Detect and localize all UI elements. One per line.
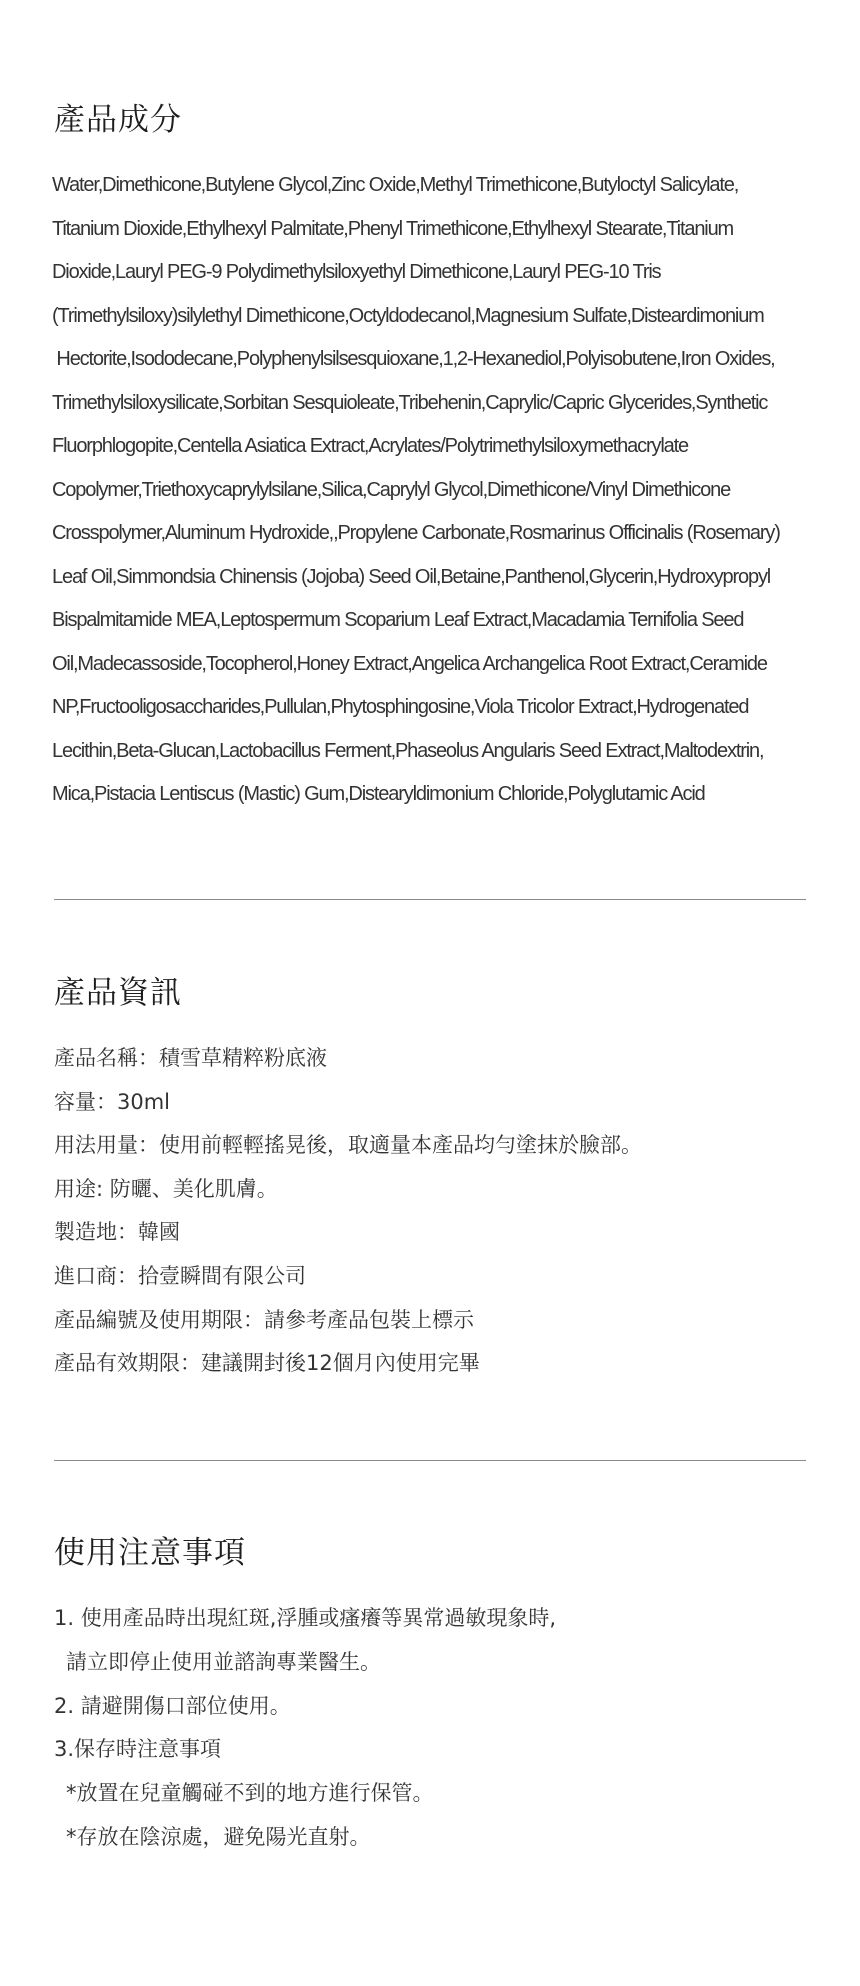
ingredients-line: Oil,Madecassoside,Tocopherol,Honey Extract,Angelica Archangelica Root Extract,Ceramide <box>52 652 767 675</box>
ingredients-line: Fluorphlogopite,Centella Asiatica Extract,Acrylates/Polytrimethylsiloxymethacrylate <box>52 435 688 457</box>
ingredients-text <box>52 164 852 817</box>
volume-item: 容量：30ml <box>54 1089 171 1114</box>
ingredients-line: NP,Fructooligosaccharides,Pullulan,Phytosphingosine,Viola Tricolor Extract,Hydrogenated <box>52 696 749 718</box>
ingredients-line: Copolymer,Triethoxycaprylylsilane,Silica,Caprylyl Glycol,Dimethicone/Vinyl Dimethicone <box>52 478 731 501</box>
ingredients-line: Water,Dimethicone,Butylene Glycol,Zinc Oxide,Methyl Trimethicone,Butyloctyl Salicylate, <box>52 174 739 196</box>
cautions-section <box>54 1533 806 1849</box>
ingredients-title: 產品成分 <box>54 102 182 138</box>
ingredients-line: (Trimethylsiloxy)silylethyl Dimethicone,Octyldodecanol,Magnesium Sulfate,Disteardimonium <box>52 304 764 327</box>
origin-item: 製造地：韓國 <box>54 1220 180 1245</box>
cautions-title: 使用注意事項 <box>54 1535 246 1571</box>
caution-item: 3.保存時注意事項 <box>54 1737 222 1762</box>
product-info-title: 產品資訊 <box>54 975 182 1011</box>
ingredients-section <box>52 100 806 805</box>
cautions-list <box>54 1597 556 1860</box>
divider <box>54 1460 806 1461</box>
purpose-item: 用途: 防曬、美化肌膚。 <box>54 1176 278 1201</box>
importer-item: 進口商：拾壹瞬間有限公司 <box>54 1263 306 1288</box>
batch-expiry-item: 產品編號及使用期限：請參考產品包裝上標示 <box>54 1307 474 1332</box>
usage-item: 用法用量：使用前輕輕搖晃後，取適量本產品均勻塗抹於臉部。 <box>54 1133 642 1158</box>
caution-item: 1. 使用產品時出現紅斑,浮腫或瘙癢等異常過敏現象時, <box>54 1606 557 1630</box>
product-info-list <box>54 1037 642 1386</box>
product-info-section <box>54 973 806 1376</box>
ingredients-line: Lecithin,Beta-Glucan,Lactobacillus Ferment,Phaseolus Angularis Seed Extract,Maltodextrin, <box>52 739 764 762</box>
ingredients-line: Hectorite,Isododecane,Polyphenylsilsesquioxane,1,2-Hexanediol,Polyisobutene,Iron Oxides, <box>52 348 775 370</box>
ingredients-line: Titanium Dioxide,Ethylhexyl Palmitate,Phenyl Trimethicone,Ethylhexyl Stearate,Titanium <box>52 217 734 240</box>
caution-item: 2. 請避開傷口部位使用。 <box>54 1693 291 1718</box>
shelf-life-item: 產品有效期限：建議開封後12個月內使用完畢 <box>54 1351 480 1376</box>
divider <box>54 899 806 900</box>
caution-item: *放置在兒童觸碰不到的地方進行保管。 <box>66 1781 434 1806</box>
ingredients-line: Mica,Pistacia Lentiscus (Mastic) Gum,Distearyldimonium Chloride,Polyglutamic Acid <box>52 783 705 805</box>
ingredients-line: Crosspolymer,Aluminum Hydroxide,,Propylene Carbonate,Rosmarinus Officinalis (Rosemary) <box>52 522 780 544</box>
ingredients-line: Leaf Oil,Simmondsia Chinensis (Jojoba) Seed Oil,Betaine,Panthenol,Glycerin,Hydroxypropyl <box>52 565 771 588</box>
ingredients-line: Bispalmitamide MEA,Leptospermum Scoparium Leaf Extract,Macadamia Ternifolia Seed <box>52 609 744 631</box>
product-name-item: 產品名稱：積雪草精粹粉底液 <box>54 1046 327 1070</box>
ingredients-line: Dioxide,Lauryl PEG-9 Polydimethylsiloxyethyl Dimethicone,Lauryl PEG-10 Tris <box>52 261 661 283</box>
caution-item: *存放在陰涼處，避免陽光直射。 <box>66 1824 371 1849</box>
ingredients-line: Trimethylsiloxysilicate,Sorbitan Sesquioleate,Tribehenin,Caprylic/Capric Glycerides,Synthetic <box>52 391 768 414</box>
caution-item: 請立即停止使用並諮詢專業醫生。 <box>66 1649 381 1674</box>
